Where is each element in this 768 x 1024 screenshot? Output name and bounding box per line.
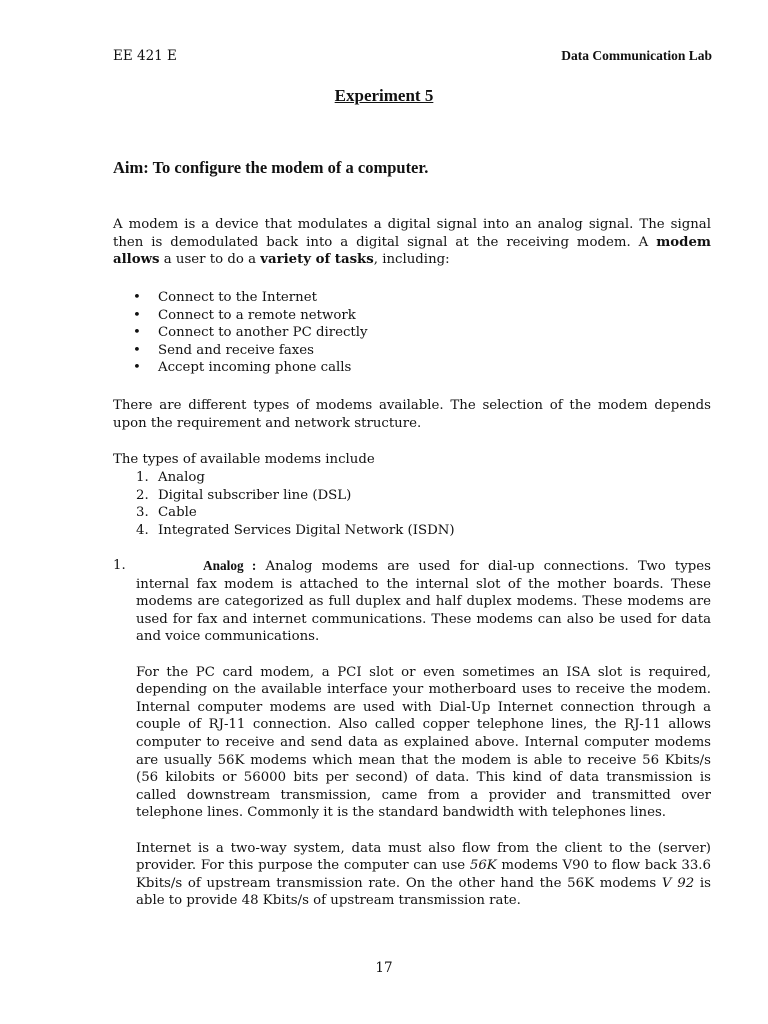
modem-type-label: Integrated Services Digital Network (ISDN) <box>158 522 455 538</box>
intro-paragraph <box>113 216 711 269</box>
list-item <box>113 307 368 325</box>
task-list <box>113 289 368 377</box>
analog-paragraph-2: For the PC card modem, a PCI slot or even sometimes an ISA slot is required, depending on the available interface your motherboard uses to receive the modem. Internal computer modems are used with Dial-Up Internet connection through a couple of RJ-11 connection. Also called copper telephone lines, the RJ-11 allows computer to receive and send data as explained above. Internal computer modems are usually 56K modems which mean that the modem is able to receive 56 Kbits/s (56 kilobits or 56000 bits per second) of data. This kind of data transmission is called downstream transmission, came from a provider and transmitted over telephone lines. Commonly it is the standard bandwidth with telephones lines. <box>136 664 711 821</box>
page-number: 17 <box>375 960 393 976</box>
course-code: EE 421 E <box>113 48 177 64</box>
intro-bold-2: variety of tasks <box>260 252 374 268</box>
analog-text-1: Analog modems are used for dial-up connections. Two types internal fax modem is attached to the internal slot of the mother boards. These modems are categorized as full duplex and half duplex modems. These modems are used for fax and internet communications. These modems can also be used for data and voice communications. <box>136 559 711 645</box>
aim-label: Aim <box>113 158 144 177</box>
analog-paragraph-1 <box>136 557 711 646</box>
modem-type-label: Analog <box>158 470 205 485</box>
list-item <box>113 324 368 342</box>
section-number: 1. <box>113 558 126 573</box>
modem-type-label: Cable <box>158 505 197 521</box>
analog-em-1: 56K <box>469 858 497 874</box>
item-number: 3. <box>136 505 149 521</box>
intro-bold-1: modem allows <box>113 234 711 268</box>
task-label: Connect to a remote network <box>158 307 356 323</box>
types-paragraph: There are different types of modems available. The selection of the modem depends upon the requirement and network structure. <box>113 398 711 431</box>
bullet-icon: • <box>133 290 141 305</box>
aim-statement <box>113 158 428 178</box>
list-item <box>113 522 455 540</box>
bullet-icon: • <box>133 325 141 341</box>
list-item <box>113 359 368 377</box>
aim-text: : To configure the modem of a computer. <box>143 158 429 177</box>
lab-name: Data Communication Lab <box>561 48 712 63</box>
intro-text-3: , including: <box>373 252 450 268</box>
task-label: Send and receive faxes <box>158 342 314 358</box>
analog-text-3a: Internet is a two-way system, data must also flow from the client to the (server) provider. For this purpose the computer can use <box>136 840 711 874</box>
types-intro: The types of available modems include <box>113 452 375 467</box>
modem-type-list <box>113 469 455 539</box>
item-number: 4. <box>136 522 149 538</box>
page-title: Experiment 5 <box>334 86 434 105</box>
task-label: Connect to another PC directly <box>158 325 368 341</box>
analog-em-2: V 92 <box>661 875 695 891</box>
bullet-icon: • <box>133 360 141 376</box>
list-item <box>113 342 368 360</box>
analog-content <box>136 557 711 910</box>
intro-text-1: A modem is a device that modulates a digital signal into an analog signal. The signal then is demodulated back into a digital signal at the receiving modem. A <box>113 217 711 250</box>
analog-paragraph-3 <box>136 840 711 910</box>
intro-text-2: a user to do a <box>159 252 261 268</box>
analog-text-3c: is able to provide 48 Kbits/s of upstream transmission rate. <box>136 875 711 909</box>
list-item <box>113 469 455 487</box>
bullet-icon: • <box>133 342 141 358</box>
modem-type-label: Digital subscriber line (DSL) <box>158 487 352 503</box>
list-item <box>113 289 368 307</box>
task-label: Connect to the Internet <box>158 290 317 305</box>
item-number: 2. <box>136 487 149 503</box>
list-item <box>113 487 455 505</box>
analog-section <box>113 557 711 927</box>
analog-heading: Analog : <box>203 558 257 573</box>
bullet-icon: • <box>133 307 141 323</box>
task-label: Accept incoming phone calls <box>158 360 352 376</box>
analog-text-3b: modems V90 to flow back 33.6 Kbits/s of upstream transmission rate. On the other hand the 56K modems <box>136 858 711 891</box>
item-number: 1. <box>136 470 149 485</box>
list-item <box>113 504 455 522</box>
